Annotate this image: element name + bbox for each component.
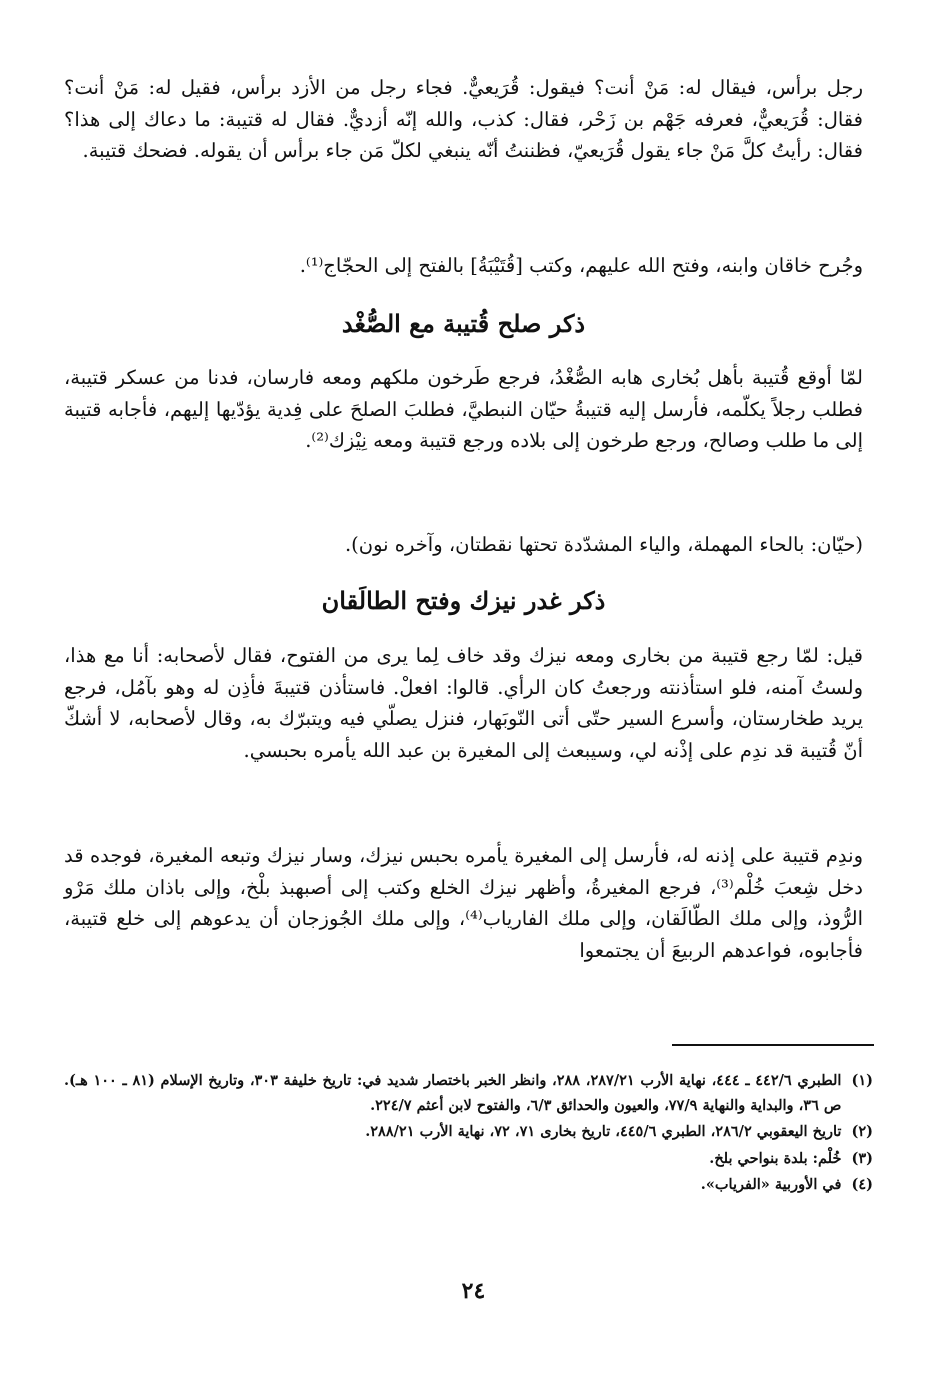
footnote-2 (64, 1120, 873, 1145)
paragraph-1: رجل برأس، فيقال له: مَنْ أنت؟ فيقول: قُرَيعيٌّ. فجاء رجل من الأزد برأس، فقيل له: مَنْ أنت؟ فقال: قُرَيعيٌّ، فعرفه جَهْم بن زَحْر، فقال: كذب، والله إنّه أزديٌّ. فقال له قتيبة: ما دعاك إلى هذا؟ فقال: رأيتُ كلَّ مَنْ جاء يقول قُرَيعيّ، فظننتُ أنّه ينبغي لكلّ مَن جاء برأس أن يقوله. فضحك قتيبة. (64, 76, 863, 163)
footnote-number: (٣) (851, 1149, 873, 1167)
footnote-number: (٤) (851, 1176, 873, 1194)
footnotes (64, 1069, 873, 1198)
paragraph-5: قيل: لمّا رجع قتيبة من بخارى ومعه نيزك وقد خاف لِما يرى من الفتوح، فقال لأصحابه: أنا مع هذا، ولستُ آمنه، فلو استأذنته ورجعتُ كان الرأي. قالوا: افعلْ. فاستأذن قتيبةَ فأذِن له وهو بآمُل، فرجع يريد طخارستان، وأسرع السير حتّى أتى النّوبَهار، فنزل يصلّي فيه ويتبرّك به، وقال لأصحابه، لا أشكّ أنّ قُتيبة قد ندِم على إذْنه لي، وسيبعث إلى المغيرة بن عبد الله يأمره بحبسي. (64, 644, 863, 762)
footnote-text: تاريخ اليعقوبي ٢٨٦/٢، الطبري ٤٤٥/٦، تاريخ بخارى ٧١، ٧٢، نهاية الأرب ٢٨٨/٢١. (365, 1123, 842, 1141)
section-heading-ghadr: ذكر غدر نيزك وفتح الطالَقان (321, 586, 606, 615)
page-number: ٢٤ (461, 1278, 486, 1304)
footnote-number: (٢) (851, 1123, 873, 1141)
footnote-number: (١) (851, 1072, 873, 1089)
paragraph-6: وندِم قتيبة على إذنه له، فأرسل إلى المغيرة يأمره بحبس نيزك، وسار نيزك وتبعه المغيرة، فوجده قد دخل شِعبَ خُلْم⁽³⁾، فرجع المغيرةُ، وأظهر نيزك الخلع وكتب إلى أصبهبذ بلْخ، وإلى باذان ملك مَرْو الرُّوذ، وإلى ملك الطّالَقان، وإلى ملك الفارياب⁽⁴⁾، وإلى ملك الجُوزجان أن يدعوهم إلى خلع قتيبة، فأجابوه، فواعدهم الربيعَ أن يجتمعوا (64, 844, 863, 962)
section-heading-sulh: ذكر صلح قُتيبة مع الصُّغْد (341, 309, 586, 338)
paragraph-4-note: (حيّان: بالحاء المهملة، والياء المشدّدة تحتها نقطتان، وآخره نون). (344, 533, 863, 556)
footnote-separator (672, 1044, 874, 1046)
footnote-text: الطبري ٤٤٢/٦ ـ ٤٤٤، نهاية الأرب ٢٨٧/٢١، ٢٨٨، وانظر الخبر باختصار شديد في: تاريخ خليفة ٣٠٣، وتاريخ الإسلام (٨١ ـ ١٠٠ هـ). ص ٣٦، والبداية والنهاية ٧٧/٩، والعيون والحدائق ٦/٣، والفتوح لابن أعثم ٢٢٤/٧. (64, 1072, 842, 1114)
paragraph-3: لمّا أوقع قُتيبة بأهل بُخارى هابه الصُّغْدُ، فرجع طَرخون ملكهم ومعه فارسان، فدنا من عسكر قتيبة، فطلب رجلاً يكلّمه، فأرسل إليه قتيبةُ حيّان النبطيَّ، فطلبَ الصلحَ على فِدية يؤدّيها إليهم، فأجابه قتيبة إلى ما طلب وصالح، ورجع طرخون إلى بلاده ورجع قتيبة ومعه نِيْزك⁽²⁾. (64, 366, 863, 453)
paragraph-2: وجُرح خاقان وابنه، وفتح الله عليهم، وكتب [قُتَيْبَةُ] بالفتح إلى الحجّاج⁽¹⁾. (299, 254, 863, 277)
footnote-1 (64, 1069, 873, 1118)
footnote-4 (64, 1173, 873, 1198)
footnote-text: في الأوربية «الفرياب». (700, 1176, 842, 1194)
footnote-text: خُلْم: بلدة بنواحي بلخ. (709, 1149, 842, 1167)
footnote-3 (64, 1147, 873, 1172)
